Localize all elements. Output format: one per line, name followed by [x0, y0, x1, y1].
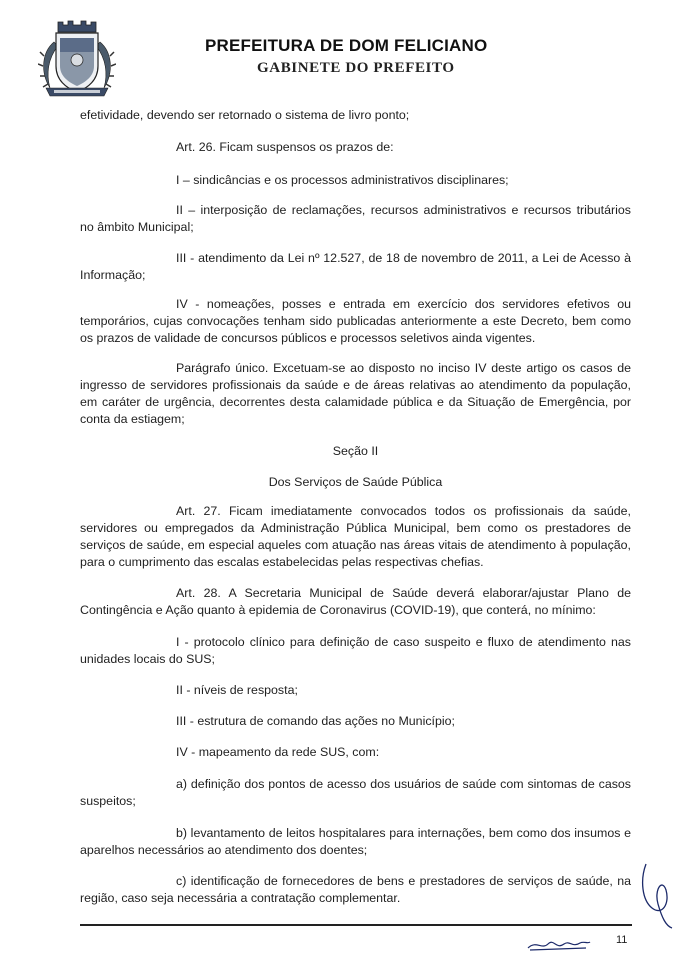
header-subtitle: GABINETE DO PREFEITO — [257, 60, 455, 76]
margin-signature-icon — [636, 860, 676, 930]
article-26-heading: Art. 26. Ficam suspensos os prazos de: — [176, 140, 394, 154]
article-28: Art. 28. A Secretaria Municipal de Saúde deverá elaborar/ajustar Plano de Contingência e Ação quanto à epidemia de Coronavirus (COVID-19), que conterá, no mínimo: — [80, 586, 631, 617]
municipal-crest-icon — [38, 16, 116, 104]
article-26-item-iii: III - atendimento da Lei nº 12.527, de 18 de novembro de 2011, a Lei de Acesso à Informação; — [80, 251, 631, 282]
section-title: Dos Serviços de Saúde Pública — [268, 475, 443, 489]
article-27: Art. 27. Ficam imediatamente convocados todos os profissionais da saúde, servidores ou empregados da Administração Pública Municipal, bem como os prestadores de serviços de saúde, em especial aqueles com atuação nas áreas vitais de atendimento à população, para o cumprimento das escalas estabelecidas pelas respectivas chefias. — [80, 504, 631, 569]
article-26-item-iv: IV - nomeações, posses e entrada em exercício dos servidores efetivos ou temporários, cujas convocações tenham sido publicadas anteriormente a este Decreto, bem como os prazos de validade de concursos públicos e processos seletivos ainda vigentes. — [80, 297, 631, 345]
article-26-item-i: I – sindicâncias e os processos administrativos disciplinares; — [176, 173, 509, 187]
article-28-item-iv-a: a) definição dos pontos de acesso dos usuários de saúde com sintomas de casos suspeitos; — [80, 777, 631, 808]
article-26-item-ii: II – interposição de reclamações, recursos administrativos e recursos tributários no âmbito Municipal; — [80, 203, 631, 234]
article-28-item-ii: II - níveis de resposta; — [176, 683, 298, 697]
paragraph-continuation: efetividade, devendo ser retornado o sistema de livro ponto; — [80, 108, 410, 122]
footer-signature-icon — [526, 936, 592, 954]
footer-rule — [80, 924, 632, 926]
header-title: PREFEITURA DE DOM FELICIANO — [205, 36, 488, 55]
article-28-item-iii: III - estrutura de comando das ações no Município; — [176, 714, 455, 728]
sole-paragraph: Parágrafo único. Excetuam-se ao disposto no inciso IV deste artigo os casos de ingresso de servidores profissionais da saúde e de áreas relativas ao atendimento da população, em caráter de urgência, decorrentes desta calamidade pública e da Situação de Emergência, por conta da estiagem; — [80, 361, 631, 426]
article-28-item-iv-b: b) levantamento de leitos hospitalares para internações, bem como dos insumos e aparelhos necessários ao atendimento dos doentes; — [80, 826, 631, 857]
article-28-item-iv: IV - mapeamento da rede SUS, com: — [176, 745, 380, 759]
page-number: 11 — [616, 934, 628, 946]
article-28-item-i: I - protocolo clínico para definição de caso suspeito e fluxo de atendimento nas unidades locais do SUS; — [80, 635, 631, 666]
section-heading: Seção II — [332, 444, 379, 458]
article-28-item-iv-c: c) identificação de fornecedores de bens e prestadores de serviços de saúde, na região, caso seja necessária a contratação complementar. — [80, 874, 631, 905]
